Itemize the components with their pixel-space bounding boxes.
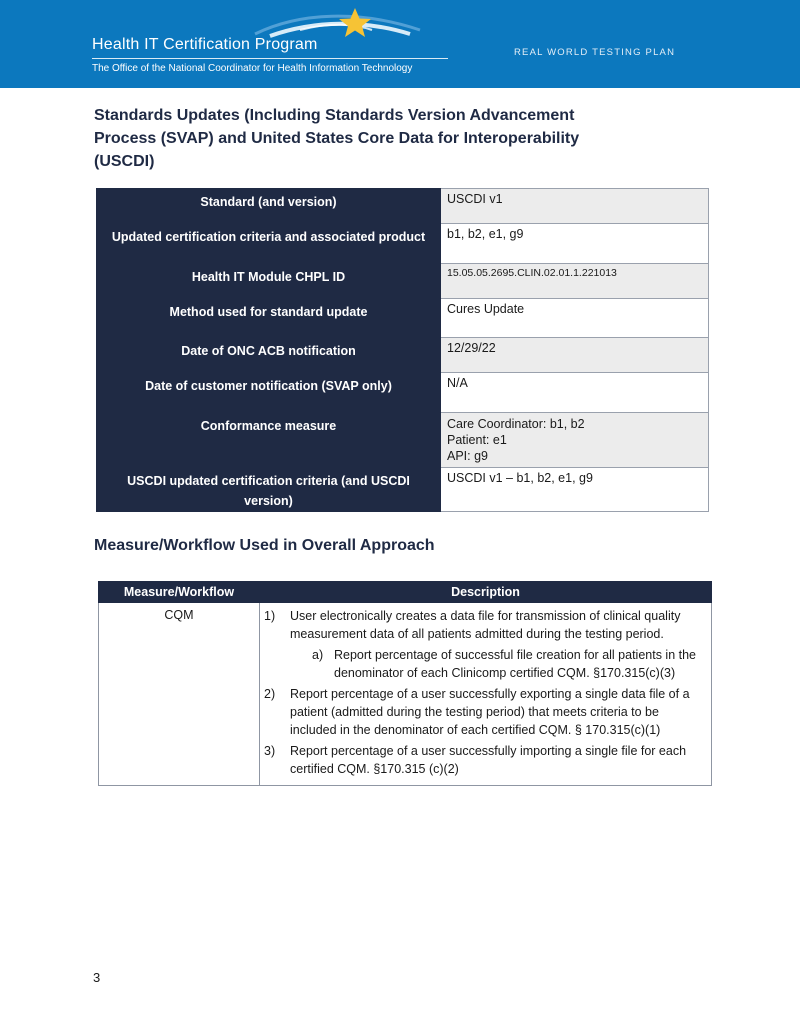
list-text: Report percentage of successful file creation for all patients in the denominator of each Clinicomp certified CQM. §170.315(c)(3) [334, 648, 697, 680]
column-header-measure: Measure/Workflow [99, 582, 260, 603]
row-value [441, 413, 709, 468]
list-marker: 3) [264, 744, 276, 758]
list-marker: 1) [264, 609, 276, 623]
star-icon [339, 8, 371, 37]
row-value: 12/29/22 [441, 338, 709, 373]
standards-updates-table [96, 188, 709, 512]
row-value: b1, b2, e1, g9 [441, 224, 709, 264]
table-row [97, 224, 709, 264]
list-marker: a) [312, 648, 324, 662]
table-header-row [99, 582, 712, 603]
row-label: Method used for standard update [97, 299, 441, 338]
measure-workflow-table [98, 581, 712, 786]
section-title-standards-updates: Standards Updates (Including Standards Version Advancement Process (SVAP) and United States Core Data for Interoperability (USCDI) [94, 107, 580, 170]
list-text: Report percentage of a user successfully exporting a single data file of a patient (admitted during the testing period) that meets criteria to be included in the denominator of each certified CQM. § 170.315(c)(1) [290, 687, 690, 737]
value-line: Care Coordinator: b1, b2 [447, 417, 585, 431]
document-label: REAL WORLD TESTING PLAN [514, 47, 676, 58]
list-item [264, 685, 703, 739]
list-item [264, 607, 703, 643]
row-label: Date of customer notification (SVAP only) [97, 373, 441, 413]
table-row [97, 264, 709, 299]
section-title-measure-workflow: Measure/Workflow Used in Overall Approach [94, 537, 435, 554]
list-item [264, 742, 703, 778]
description-cell [260, 603, 712, 786]
table-row [97, 338, 709, 373]
value-line: API: g9 [447, 449, 488, 463]
row-value: Cures Update [441, 299, 709, 338]
column-header-description: Description [260, 582, 712, 603]
list-marker: 2) [264, 687, 276, 701]
row-value: USCDI v1 [441, 189, 709, 224]
list-text: User electronically creates a data file for transmission of clinical quality measurement data of all patients admitted during the testing period. [290, 609, 681, 641]
program-title: Health IT Certification Program [92, 36, 318, 53]
row-value: N/A [441, 373, 709, 413]
measure-cell: CQM [99, 603, 260, 786]
row-label: Conformance measure [97, 413, 441, 468]
row-label: Updated certification criteria and associated product [97, 224, 441, 264]
row-value: 15.05.05.2695.CLIN.02.01.1.221013 [441, 264, 709, 299]
table-row [97, 413, 709, 468]
table-row [97, 299, 709, 338]
row-label: USCDI updated certification criteria (and USCDI version) [97, 468, 441, 512]
table-row [97, 373, 709, 413]
program-subtitle: The Office of the National Coordinator for Health Information Technology [92, 63, 413, 74]
table-row [99, 603, 712, 786]
row-label: Date of ONC ACB notification [97, 338, 441, 373]
table-row [97, 189, 709, 224]
value-line: Patient: e1 [447, 433, 507, 447]
list-text: Report percentage of a user successfully importing a single file for each certified CQM. §170.315 (c)(2) [290, 744, 687, 776]
header-banner [0, 0, 800, 88]
table-row [97, 468, 709, 512]
row-label: Health IT Module CHPL ID [97, 264, 441, 299]
header-divider [92, 58, 448, 59]
row-label: Standard (and version) [97, 189, 441, 224]
list-subitem [312, 646, 703, 682]
row-value: USCDI v1 – b1, b2, e1, g9 [441, 468, 709, 512]
page-number: 3 [93, 970, 101, 985]
